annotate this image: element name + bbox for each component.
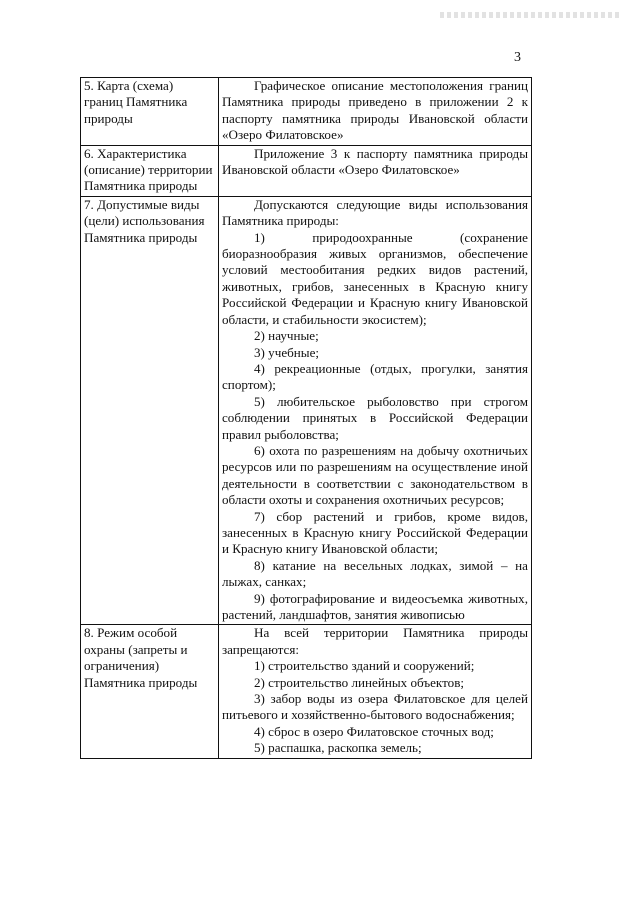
row-label: 8. Режим особой охраны (запреты и ограничения) Памятника природы [81, 625, 219, 758]
row-content [219, 625, 532, 758]
table-row-7 [81, 196, 532, 625]
row-label: 5. Карта (схема) границ Памятника природы [81, 78, 219, 146]
row-label: 7. Допустимые виды (цели) использования Памятника природы [81, 196, 219, 625]
list-item: 9) фотографирование и видеосъемка животных, растений, ландшафтов, занятия живописью [222, 590, 528, 622]
scan-header-marks [440, 12, 620, 18]
list-item: 4) сброс в озеро Филатовское сточных вод; [254, 723, 494, 739]
list-item: 4) рекреационные (отдых, прогулки, занятия спортом); [222, 360, 528, 393]
row-content [219, 196, 532, 625]
table-row-5 [81, 78, 532, 146]
table-row-6 [81, 145, 532, 196]
list-item: 2) строительство линейных объектов; [254, 674, 465, 690]
list-item: 6) охота по разрешениям на добычу охотничьих ресурсов или по разрешениям на осуществление иной деятельности в соответствии с законодательством в области охоты и сохранения охотничьих ресурсов; [222, 442, 528, 508]
table-row-8 [81, 625, 532, 758]
list-item: 2) научные; [254, 328, 319, 344]
page-number: 3 [514, 50, 521, 65]
paragraph: Графическое описание местоположения границ Памятника природы приведено в приложении 2 к паспорту памятника природы Ивановской области «Озеро Филатовское» [222, 78, 528, 143]
list-item: 3) забор воды из озера Филатовское для целей питьевого и хозяйственно-бытового водоснабжения; [222, 691, 528, 723]
list-item: 1) строительство зданий и сооружений; [254, 658, 475, 674]
paragraph: Приложение 3 к паспорту памятника природы Ивановской области «Озеро Филатовское» [222, 145, 528, 178]
list-item: 5) любительское рыболовство при строгом соблюдении принятых в Российской Федерации правил рыболовства; [222, 393, 528, 442]
list-item: 3) учебные; [254, 344, 320, 360]
row-label: 6. Характеристика (описание) территории Памятника природы [81, 145, 219, 196]
paragraph: Допускаются следующие виды использования Памятника природы: [222, 196, 528, 229]
row-content [219, 78, 532, 146]
list-item: 1) природоохранные (сохранение биоразнообразия живых организмов, обеспечение условий местообитания редких видов растений, животных, грибов, занесенных в Красную книгу Российской Федерации и Красную книгу Ивановской области, и стабильности экосистем); [222, 229, 528, 327]
list-item: 7) сбор растений и грибов, кроме видов, занесенных в Красную книгу Российской Федерации и Красную книгу Ивановской области; [222, 508, 528, 557]
list-item: 8) катание на весельных лодках, зимой – на лыжах, санках; [222, 557, 528, 590]
passport-table [80, 77, 532, 759]
row-content [219, 145, 532, 196]
list-item: 5) распашка, раскопка земель; [254, 740, 422, 756]
paragraph: На всей территории Памятника природы запрещаются: [222, 625, 528, 657]
